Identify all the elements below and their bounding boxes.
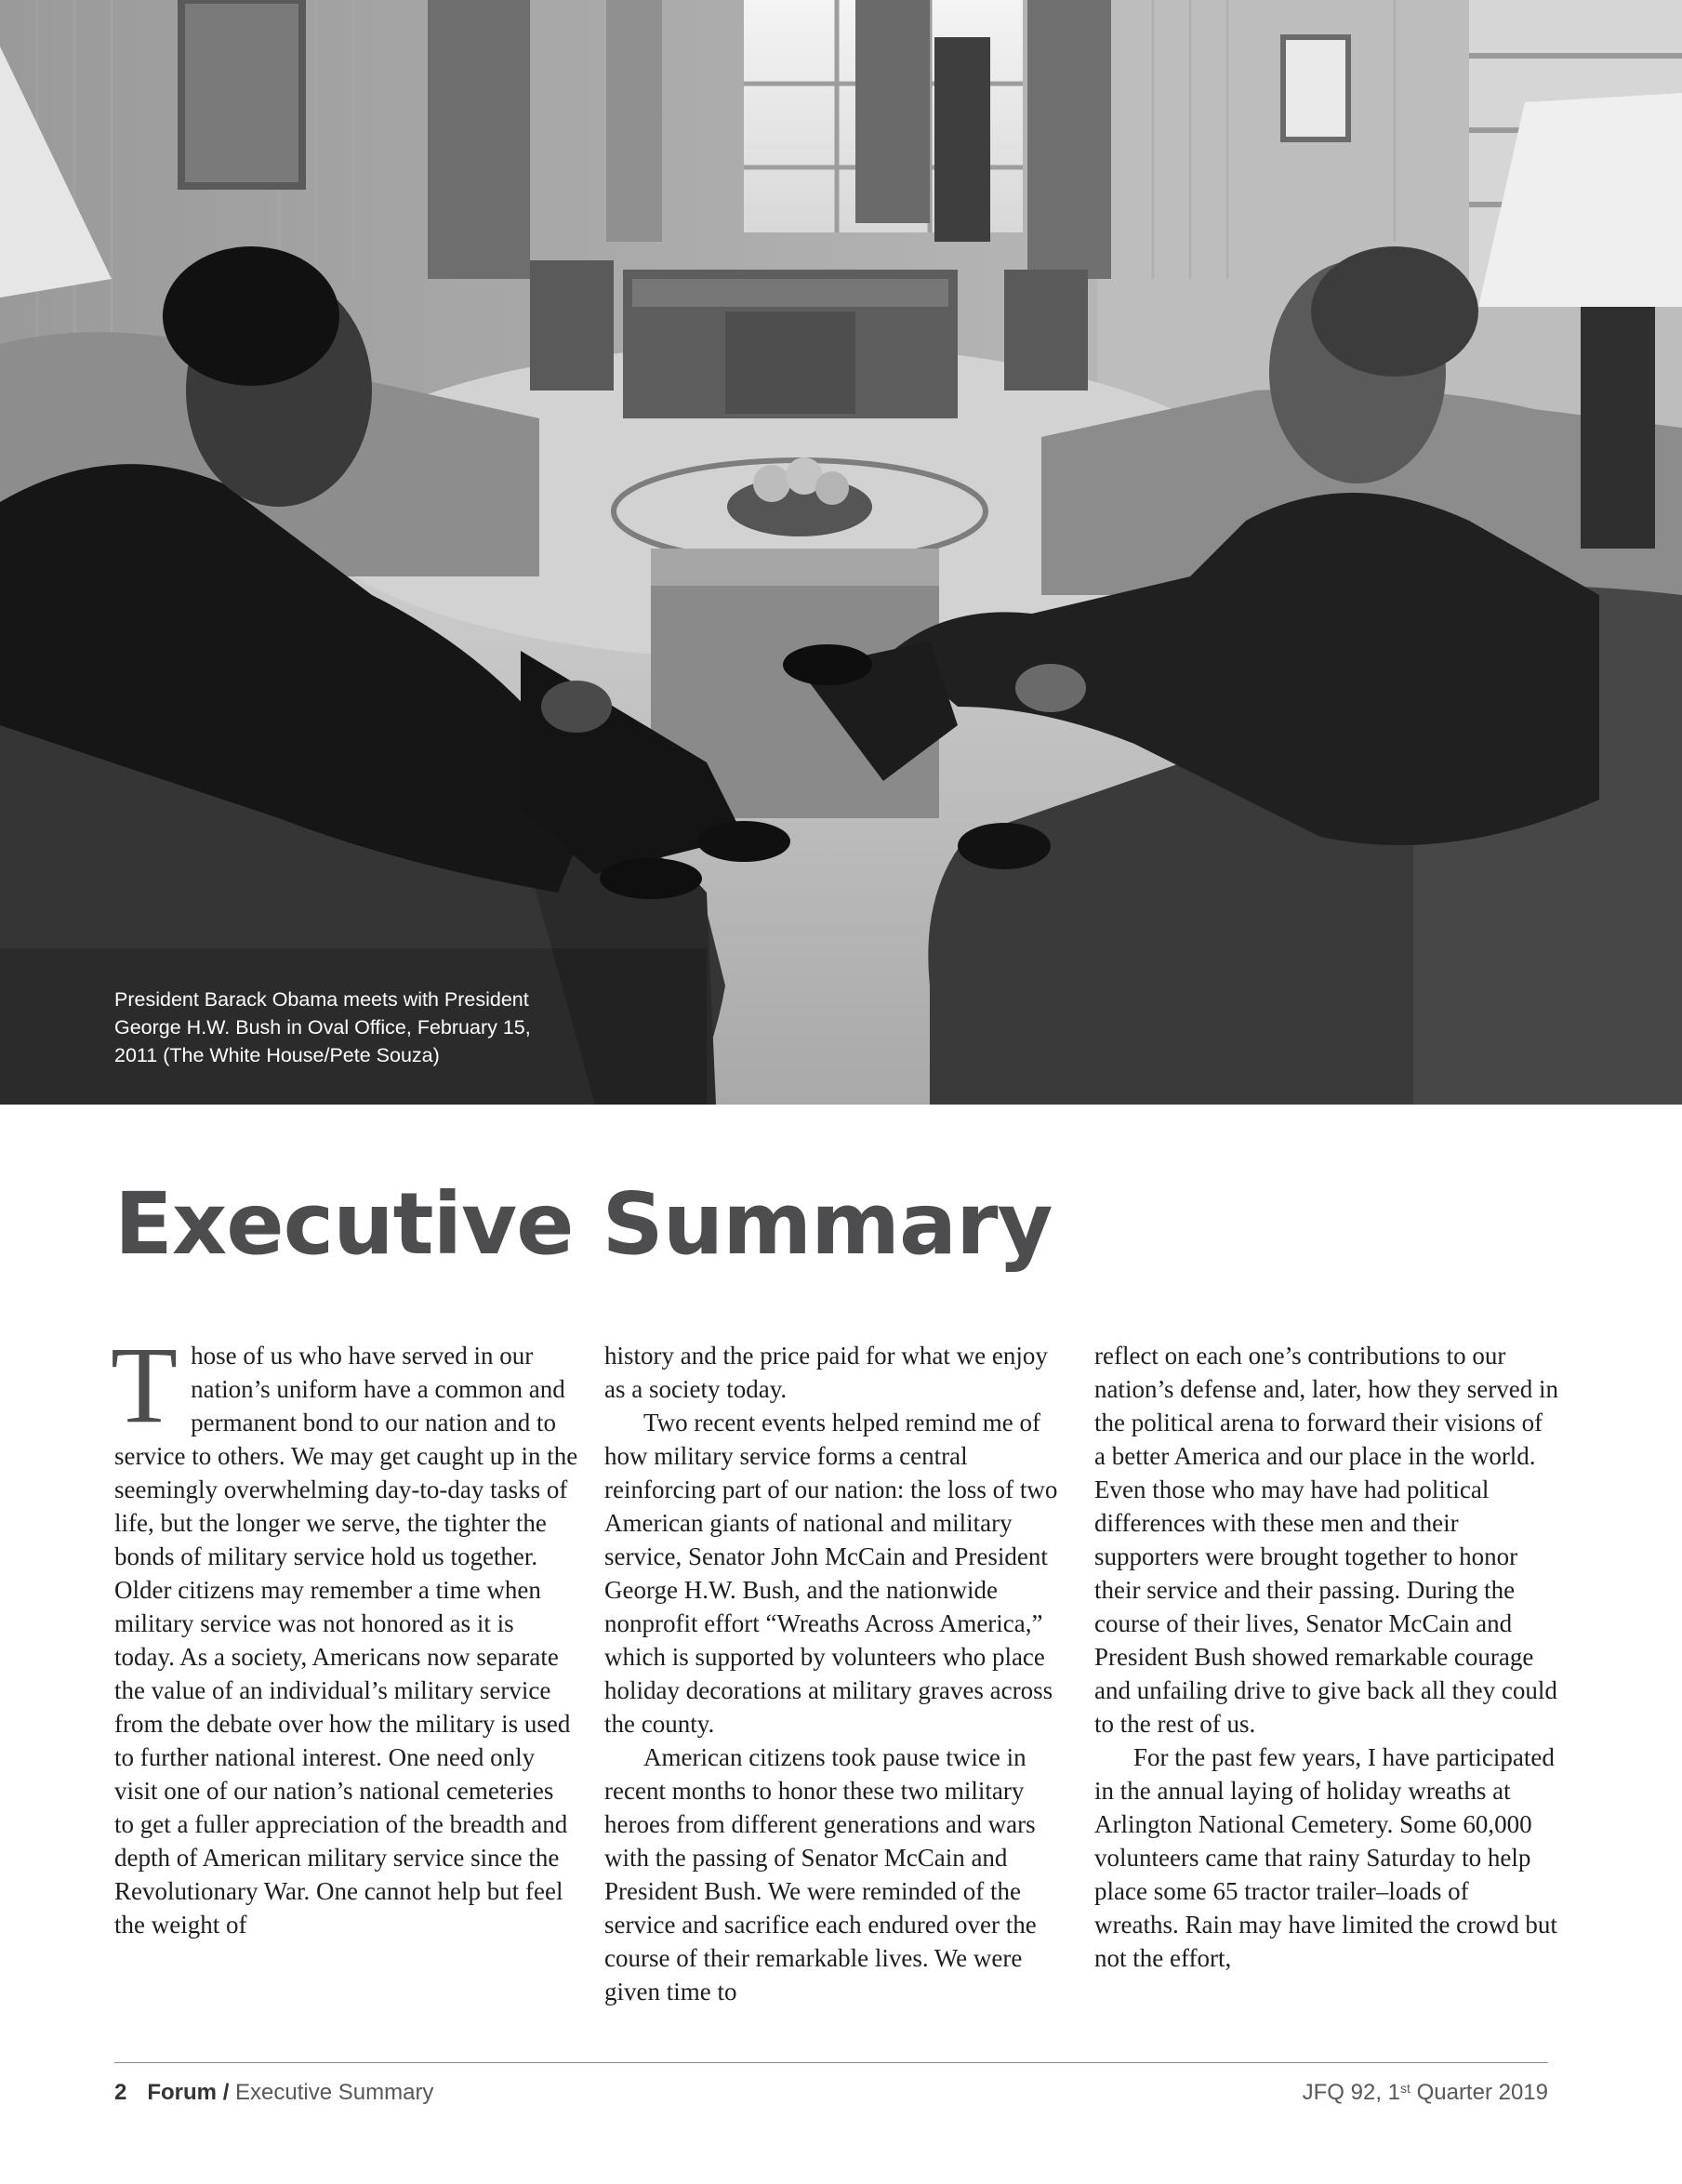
page-footer	[114, 2077, 1548, 2109]
drop-cap: T	[111, 1324, 179, 1446]
paragraph-text: hose of us who have served in our nation’s uniform have a common and permanent bond to our nation and to service to others. We may get caught up in the seemingly overwhelming day-to-day tasks of life, but the longer we serve, the tighter the bonds of military service hold us together. Older citizens may remember a time when military service was not honored as it is today. As a society, Americans now separate the value of an individual’s military service from the debate over how the military is used to further national interest. One need only visit one of our nation’s national cemeteries to get a fuller appreciation of the breadth and depth of American military service since the Revolutionary War. One cannot help but feel the weight of	[114, 1342, 578, 1939]
article-column-2	[604, 1339, 1069, 2008]
footer-left	[114, 2077, 433, 2109]
article-paragraph: Two recent events helped remind me of how military service forms a central reinforcing part of our nation: the loss of two American giants of national and military service, Senator John McCain and President George H.W. Bush, and the nationwide nonprofit effort “Wreaths Across America,” which is supported by volunteers who place holiday decorations at military graves across the county.	[604, 1409, 1058, 1738]
journal-issue: JFQ 92, 1	[1302, 2080, 1401, 2105]
footer-right	[1303, 2077, 1548, 2109]
footer-section-title: Executive Summary	[235, 2080, 434, 2105]
footer-section: Forum /	[147, 2080, 230, 2105]
article-paragraph	[111, 1324, 579, 1941]
article-title: Executive Summary	[114, 1174, 1053, 1274]
article-paragraph: For the past few years, I have participated in the annual laying of holiday wreaths at Arlington National Cemetery. Some 60,000 volunteers came that rainy Saturday to help place some 65 tractor trailer–loads of wreaths. Rain may have limited the crowd but not the effort,	[1094, 1743, 1557, 1972]
article-paragraph: history and the price paid for what we enjoy as a society today.	[604, 1342, 1048, 1403]
ordinal-suffix: st	[1400, 2081, 1410, 2096]
journal-quarter: Quarter 2019	[1416, 2080, 1548, 2105]
article-paragraph: American citizens took pause twice in recent months to honor these two military heroes from different generations and wars with the passing of Senator McCain and President Bush. We were reminded of the service and sacrifice each endured over the course of their remarkable lives. We were given time to	[604, 1743, 1037, 2005]
footer-rule	[114, 2062, 1548, 2063]
photo-caption: President Barack Obama meets with President George H.W. Bush in Oval Office, February 15, 2011 (The White House/Pete Souza)	[114, 988, 531, 1066]
page-number: 2	[114, 2080, 127, 2105]
article-column-3	[1094, 1339, 1559, 1975]
article-column-1	[111, 1324, 579, 1941]
article-paragraph: reflect on each one’s contributions to our nation’s defense and, later, how they served in the political arena to forward their visions of a better America and our place in the world. Even those who may have had political differences with these men and their supporters were brought together to honor their service and their passing. During the course of their lives, Senator McCain and President Bush showed remarkable courage and unfailing drive to give back all they could to the rest of us.	[1094, 1342, 1559, 1738]
